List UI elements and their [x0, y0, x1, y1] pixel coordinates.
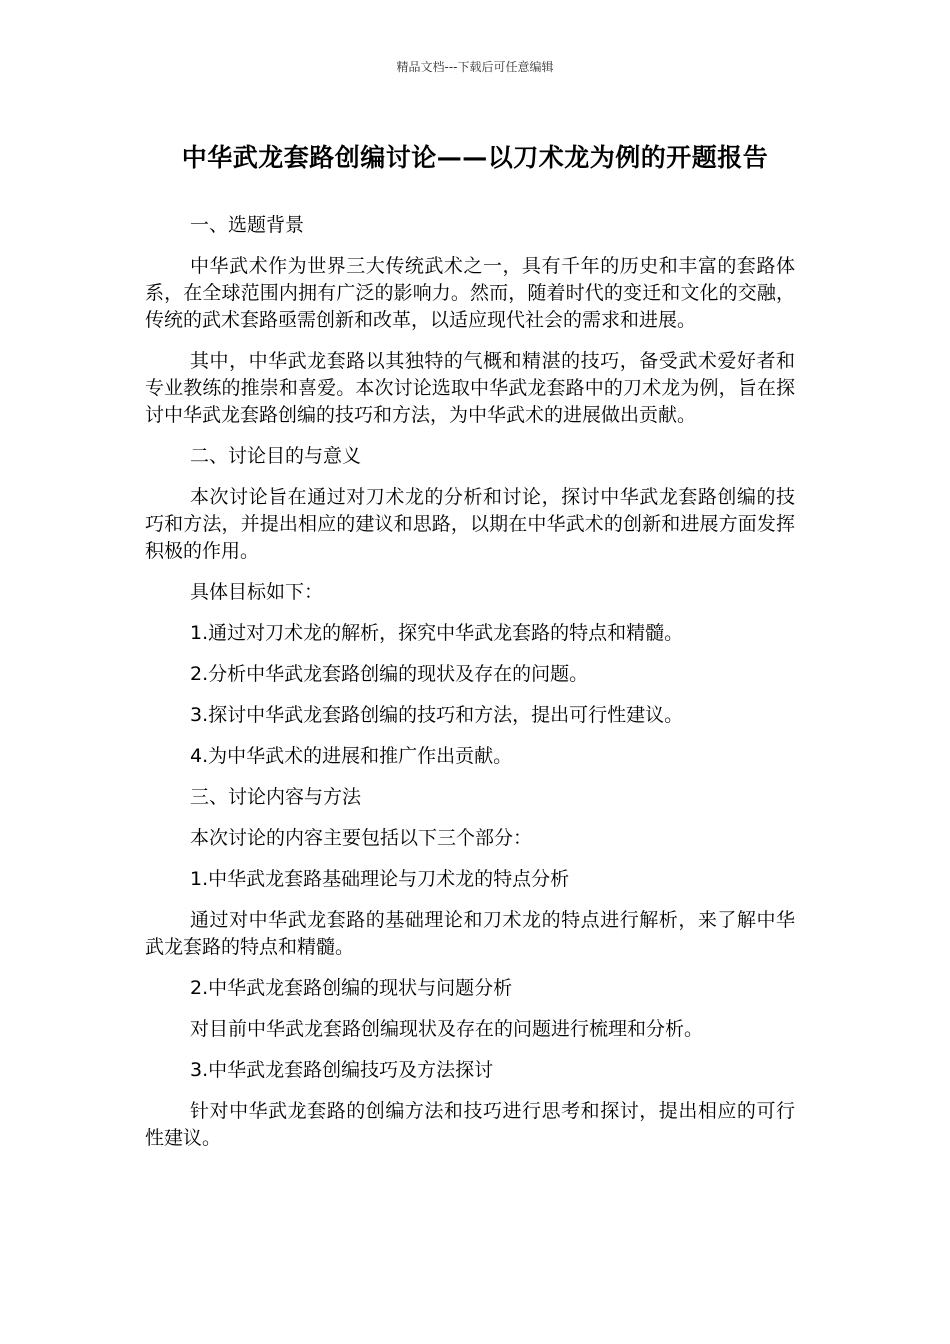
list-item: 2.分析中华武龙套路创编的现状及存在的问题。	[190, 663, 589, 685]
paragraph: 本次讨论旨在通过对刀术龙的分析和讨论，探讨中华武龙套路创编的技巧和方法，并提出相应的建议和思路，以期在中华武术的创新和进展方面发挥积极的作用。	[145, 486, 795, 562]
list-item: 2.中华武龙套路创编的现状与问题分析	[190, 977, 513, 999]
list-item: 4.为中华武术的进展和推广作出贡献。	[190, 745, 513, 767]
paragraph: 通过对中华武龙套路的基础理论和刀术龙的特点进行解析，来了解中华武龙套路的特点和精髓。	[145, 909, 795, 958]
paragraph: 具体目标如下：	[190, 581, 324, 603]
section-heading-background: 一、选题背景	[190, 214, 305, 236]
document-body	[145, 212, 795, 1166]
paragraph: 对目前中华武龙套路创编现状及存在的问题进行梳理和分析。	[190, 1018, 704, 1040]
paragraph: 其中，中华武龙套路以其独特的气概和精湛的技巧，备受武术爱好者和专业教练的推崇和喜爱。本次讨论选取中华武龙套路中的刀术龙为例，旨在探讨中华武龙套路创编的技巧和方法，为中华武术的进展做出贡献。	[145, 350, 795, 426]
header-note: 精品文档---下载后可任意编辑	[396, 60, 554, 74]
paragraph: 本次讨论的内容主要包括以下三个部分：	[190, 827, 533, 849]
list-item: 1.中华武龙套路基础理论与刀术龙的特点分析	[190, 868, 570, 890]
paragraph: 针对中华武龙套路的创编方法和技巧进行思考和探讨，提出相应的可行性建议。	[145, 1100, 795, 1149]
section-heading-purpose: 二、讨论目的与意义	[190, 445, 362, 467]
section-heading-content: 三、讨论内容与方法	[190, 786, 362, 808]
list-item: 3.中华武龙套路创编技巧及方法探讨	[190, 1059, 494, 1081]
paragraph: 中华武术作为世界三大传统武术之一，具有千年的历史和丰富的套路体系，在全球范围内拥有广泛的影响力。然而，随着时代的变迁和文化的交融，传统的武术套路亟需创新和改革，以适应现代社会的需求和进展。	[145, 255, 795, 331]
list-item: 3.探讨中华武龙套路创编的技巧和方法，提出可行性建议。	[190, 704, 684, 726]
document-title: 中华武龙套路创编讨论——以刀术龙为例的开题报告	[181, 143, 769, 172]
list-item: 1.通过对刀术龙的解析，探究中华武龙套路的特点和精髓。	[190, 622, 684, 644]
